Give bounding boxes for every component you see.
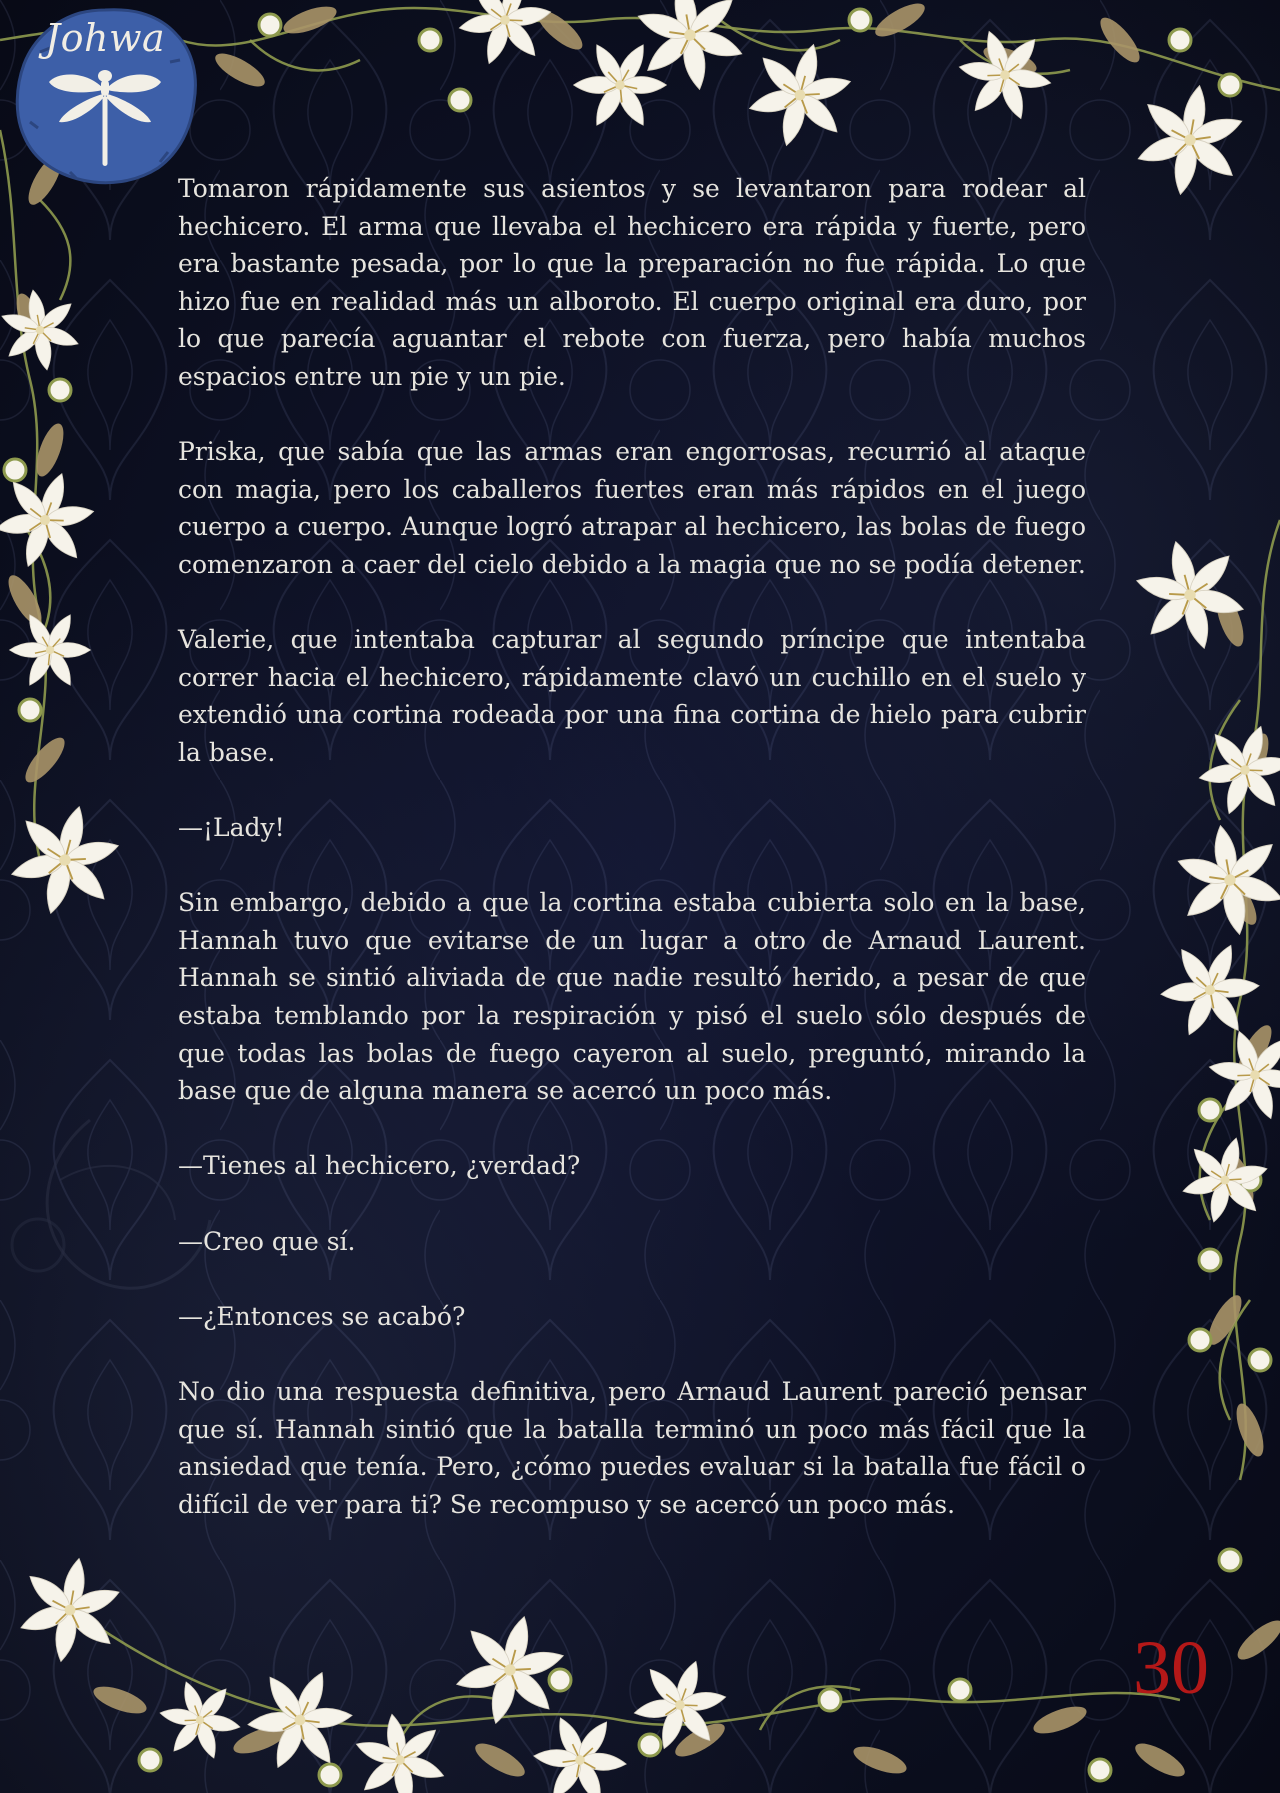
flower-bud bbox=[449, 89, 471, 111]
paragraph: Sin embargo, debido a que la cortina estaba cubierta solo en la base, Hannah tuvo que evitarse de un lugar a otro de Arnaud Laurent. Hannah se sintió aliviada de que nadie resultó herido, a pesar de que estaba temblando por la respiración y pisó el suelo sólo después de que todas las bolas de fuego cayeron al suelo, preguntó, mirando la base que de alguna manera se acercó un poco más. bbox=[178, 888, 1086, 1106]
flower-bud bbox=[1219, 74, 1241, 96]
paragraph: Tomaron rápidamente sus asientos y se levantaron para rodear al hechicero. El arma que llevaba el hechicero era rápida y fuerte, pero era bastante pesada, por lo que la preparación no fue rápida. Lo que hizo fue en realidad más un alboroto. El cuerpo original era duro, por lo que parecía aguantar el rebote con fuerza, pero había muchos espacios entre un pie y un pie. bbox=[178, 174, 1086, 391]
flower-bud bbox=[4, 459, 26, 481]
page-number: 30 bbox=[1133, 1626, 1209, 1710]
leaf bbox=[471, 1737, 529, 1782]
vine-stem bbox=[60, 1600, 1180, 1726]
leaf bbox=[871, 0, 929, 43]
vine-stem bbox=[400, 1686, 860, 1740]
flower-bud bbox=[1219, 1549, 1241, 1571]
lily-flower bbox=[947, 16, 1062, 134]
dragonfly-icon bbox=[45, 62, 165, 172]
leaf bbox=[2, 571, 47, 629]
flower-bud bbox=[949, 1679, 971, 1701]
leaf bbox=[1131, 1737, 1189, 1782]
leaf bbox=[1231, 1400, 1269, 1459]
lily-flower bbox=[12, 1550, 129, 1670]
flower-bud bbox=[1089, 1759, 1111, 1781]
vine-stem bbox=[1234, 520, 1280, 1480]
leaf bbox=[211, 47, 269, 92]
dialogue-line: —¡Lady! bbox=[178, 813, 285, 843]
flower-bud bbox=[49, 379, 71, 401]
leaf bbox=[1094, 12, 1145, 68]
flower-bud bbox=[419, 29, 441, 51]
lily-flower bbox=[348, 1707, 452, 1793]
flower-bud bbox=[1189, 1329, 1211, 1351]
dialogue-line: —¿Entonces se acabó? bbox=[178, 1301, 466, 1331]
chapter-text bbox=[178, 170, 1086, 1561]
dialogue-line: —Tienes al hechicero, ¿verdad? bbox=[178, 1151, 581, 1181]
lily-flower bbox=[0, 283, 85, 376]
flower-bud bbox=[1169, 29, 1191, 51]
flower-bud bbox=[639, 1734, 661, 1756]
flower-bud bbox=[549, 1669, 571, 1691]
flower-bud bbox=[1249, 1349, 1271, 1371]
lily-flower bbox=[520, 1699, 640, 1793]
lily-flower bbox=[1187, 711, 1280, 829]
paragraph: No dio una respuesta definitiva, pero Arnaud Laurent pareció pensar que sí. Hannah sintió que la batalla terminó un poco más fácil que la ansiedad que tenía. Pero, ¿cómo puedes evaluar si la batalla fue fácil o difícil de ver para ti? Se recompuso y se acercó un poco más. bbox=[178, 1377, 1086, 1519]
leaf bbox=[1232, 1614, 1280, 1665]
lily-flower bbox=[233, 1652, 368, 1789]
johwa-logo bbox=[10, 2, 200, 187]
leaf bbox=[90, 1681, 149, 1719]
flower-bud bbox=[1199, 1249, 1221, 1271]
vine-stem bbox=[20, 200, 70, 640]
flower-bud bbox=[819, 1689, 841, 1711]
paragraph: Priska, que sabía que las armas eran engorrosas, recurrió al ataque con magia, pero los caballeros fuertes eran más rápidos en el juego cuerpo a cuerpo. Aunque logró atrapar al hechicero, las bolas de fuego comenzaron a caer del cielo debido a la magia que no se podía detener. bbox=[178, 437, 1086, 579]
leaf bbox=[1030, 1701, 1089, 1739]
lily-flower bbox=[1169, 817, 1280, 944]
flower-bud bbox=[1199, 1099, 1221, 1121]
leaf bbox=[850, 1741, 909, 1779]
lily-flower bbox=[0, 595, 104, 704]
leaf bbox=[19, 732, 70, 788]
flower-bud bbox=[139, 1749, 161, 1771]
leaf bbox=[280, 1, 339, 39]
dialogue-line: —Creo que sí. bbox=[178, 1226, 356, 1256]
logo-text: Johwa bbox=[44, 16, 166, 60]
flower-bud bbox=[319, 1764, 341, 1786]
paragraph: Valerie, que intentaba capturar al segundo príncipe que intentaba correr hacia el hechicero, rápidamente clavó un cuchillo en el suelo y extendió una cortina rodeada por una fina cortina de hielo para cubrir la base. bbox=[178, 625, 1086, 767]
flower-bud bbox=[19, 699, 41, 721]
flower-bud bbox=[849, 9, 871, 31]
lily-flower bbox=[0, 793, 130, 927]
flower-bud bbox=[259, 14, 281, 36]
